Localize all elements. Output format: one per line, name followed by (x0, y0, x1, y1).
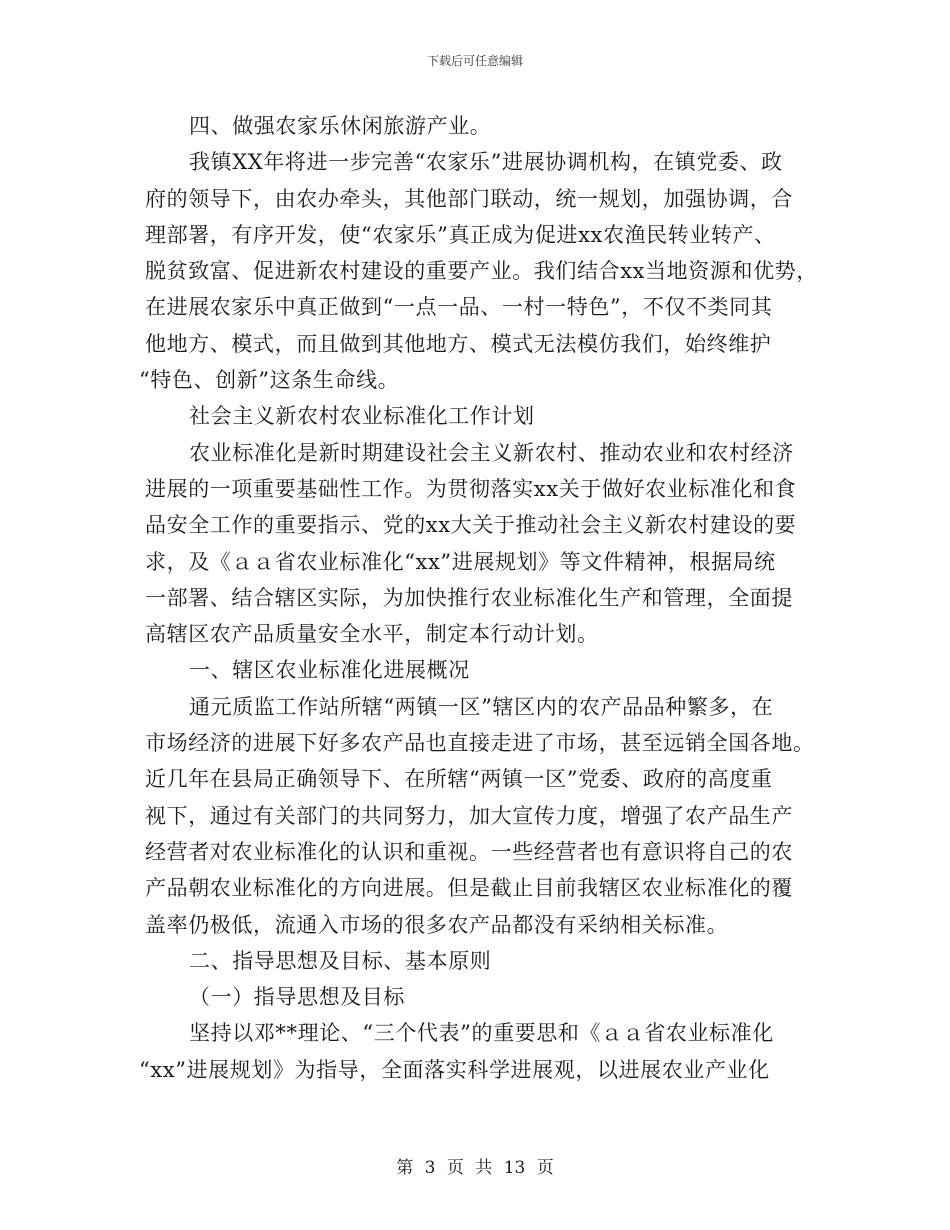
heading-section-2: 二、指导思想及目标、基本原则 (189, 948, 492, 973)
paragraph-line: 视下，通过有关部门的共同努力，加大宣传力度，增强了农产品生产 (145, 803, 793, 828)
document-title: 社会主义新农村农业标准化工作计划 (189, 404, 535, 429)
paragraph-line: 农业标准化是新时期建设社会主义新农村、推动农业和农村经济 (189, 440, 794, 465)
paragraph-line: 盖率仍极低，流通入市场的很多农产品都没有采纳相关标准。 (145, 912, 729, 937)
paragraph-line: 府的领导下，由农办牵头，其他部门联动，统一规划，加强协调，合 (145, 186, 793, 211)
paragraph-line: 我镇XX年将进一步完善“农家乐”进展协调机构，在镇党委、政 (189, 150, 783, 175)
paragraph-line: 近几年在县局正确领导下、在所辖“两镇一区”党委、政府的高度重 (145, 767, 773, 792)
paragraph-line: 他地方、模式，而且做到其他地方、模式无法模仿我们，始终维护 (145, 331, 772, 356)
paragraph-line: 理部署，有序开发，使“农家乐”真正成为促进xx农渔民转业转产、 (145, 222, 776, 247)
paragraph-line: 脱贫致富、促进新农村建设的重要产业。我们结合xx当地资源和优势， (145, 259, 818, 284)
heading-subsection-1: （一）指导思想及目标 (189, 985, 405, 1010)
heading-section-1: 一、辖区农业标准化进展概况 (189, 658, 470, 683)
paragraph-line: “特色、创新”这条生命线。 (139, 368, 400, 393)
paragraph-line: 品安全工作的重要指示、党的xx大关于推动社会主义新农村建设的要 (145, 513, 797, 538)
paragraph-line: 坚持以邓**理论、“三个代表”的重要思和《ａａ省农业标准化 (189, 1021, 774, 1046)
paragraph-line: 一部署、结合辖区实际，为加快推行农业标准化生产和管理，全面提 (145, 585, 793, 610)
paragraph-line: 求，及《ａａ省农业标准化“xx”进展规划》等文件精神，根据局统 (145, 549, 776, 574)
document-body (139, 108, 818, 1088)
paragraph-line: 进展的一项重要基础性工作。为贯彻落实xx关于做好农业标准化和食 (145, 476, 797, 501)
paragraph-line: 高辖区农产品质量安全水平，制定本行动计划。 (145, 622, 599, 647)
paragraph-line: 产品朝农业标准化的方向进展。但是截止目前我辖区农业标准化的覆 (145, 876, 793, 901)
paragraph-line: “xx”进展规划》为指导，全面落实科学进展观，以进展农业产业化 (139, 1057, 770, 1082)
page-footer: 第 3 页 共 13 页 (396, 1158, 554, 1178)
paragraph-line: 市场经济的进展下好多农产品也直接走进了市场，甚至远销全国各地。 (145, 731, 815, 756)
heading-section-4: 四、做强农家乐休闲旅游产业。 (189, 114, 492, 138)
page-header: 下载后可任意编辑 (426, 54, 523, 68)
paragraph-line: 通元质监工作站所辖“两镇一区”辖区内的农产品品种繁多，在 (189, 694, 774, 719)
paragraph-line: 经营者对农业标准化的认识和重视。一些经营者也有意识将自己的农 (145, 839, 793, 864)
paragraph-line: 在进展农家乐中真正做到“一点一品、一村一特色”，不仅不类同其 (145, 295, 773, 320)
